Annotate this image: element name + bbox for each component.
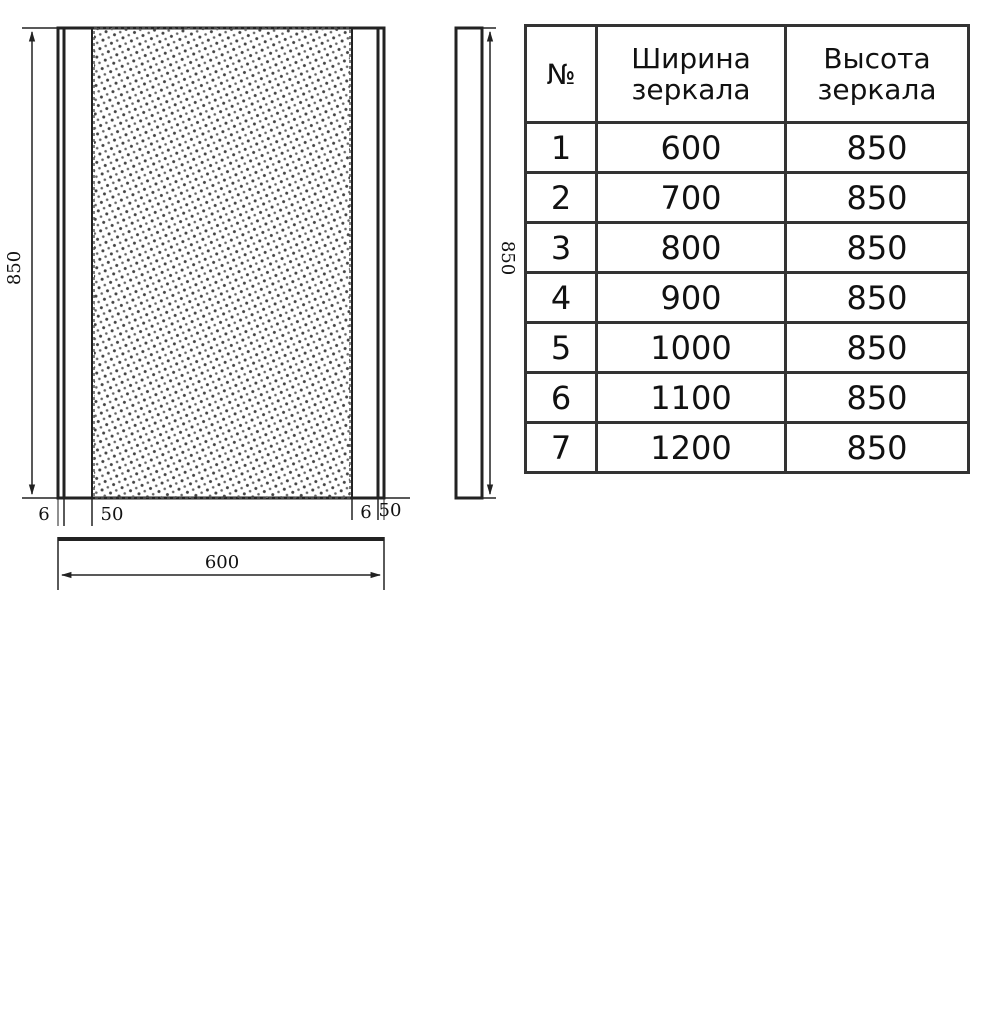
header-mirror-width: Ширина зеркала [597,26,786,123]
row-width: 900 [597,273,786,323]
row-height: 850 [786,123,969,173]
row-number: 2 [526,173,597,223]
height-dimension-label: 850 [4,250,25,286]
frame-bottom-details [38,498,410,526]
mirror-size-table [524,24,970,474]
side-profile-outline [456,28,482,498]
row-height: 850 [786,273,969,323]
mirror-front-view [22,28,384,498]
mirror-side-view [456,28,518,498]
mirror-glass-area [94,28,350,498]
header-mirror-height: Высота зеркала [786,26,969,123]
row-number: 6 [526,373,597,423]
row-width: 700 [597,173,786,223]
row-height: 850 [786,173,969,223]
table-row [526,373,969,423]
frame-left-width-label: 50 [100,504,124,525]
row-height: 850 [786,373,969,423]
table-row [526,423,969,473]
row-width: 800 [597,223,786,273]
table-row [526,123,969,173]
table-row [526,173,969,223]
row-number: 3 [526,223,597,273]
row-width: 1200 [597,423,786,473]
table-header-row [526,26,969,123]
table-row [526,323,969,373]
row-width: 600 [597,123,786,173]
height-dimension [4,32,32,494]
row-height: 850 [786,423,969,473]
table-row [526,273,969,323]
row-number: 1 [526,123,597,173]
frame-right-depth-label: 6 [360,502,372,523]
row-width: 1100 [597,373,786,423]
row-height: 850 [786,323,969,373]
frame-left-depth-label: 6 [38,504,50,525]
frame-right-width-label: 50 [378,500,402,521]
header-number: № [526,26,597,123]
table-row [526,223,969,273]
row-height: 850 [786,223,969,273]
row-width: 1000 [597,323,786,373]
side-height-dimension-label: 850 [497,240,518,276]
width-dimension [58,537,384,590]
width-dimension-label: 600 [204,552,240,573]
row-number: 5 [526,323,597,373]
row-number: 4 [526,273,597,323]
row-number: 7 [526,423,597,473]
